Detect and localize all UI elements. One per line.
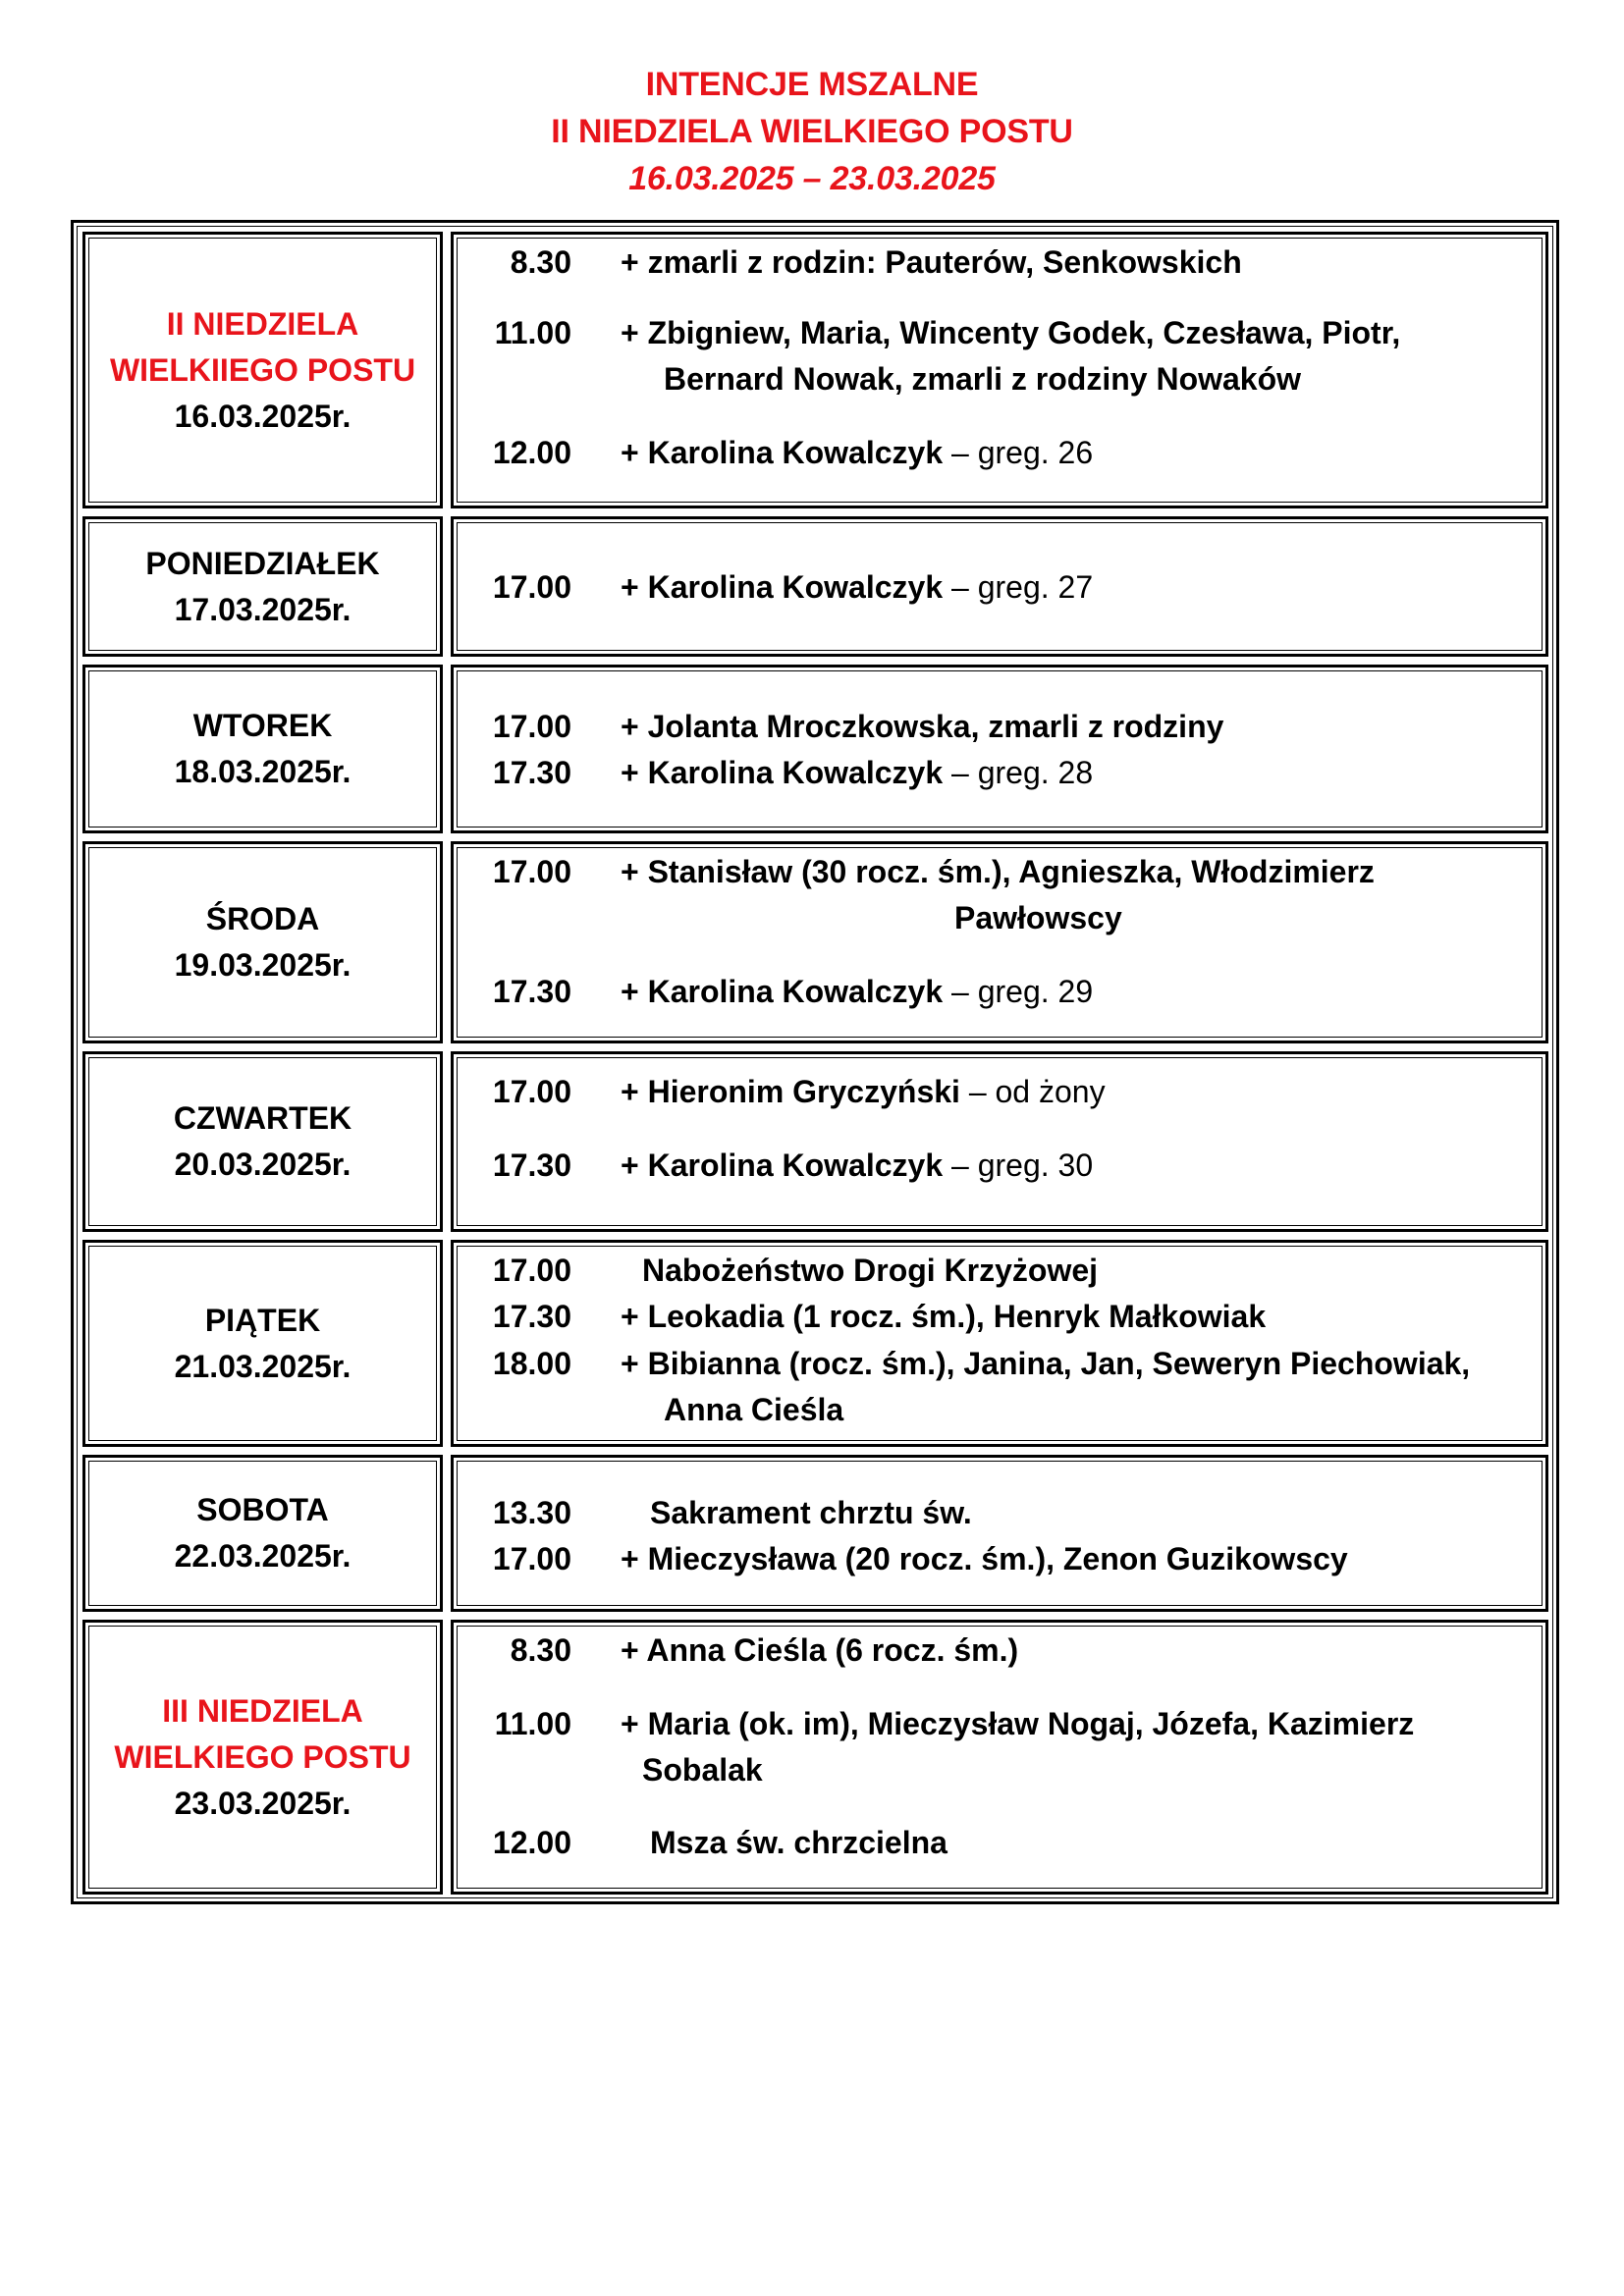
mass-intention-note: – od żony <box>959 1074 1106 1109</box>
mass-intention-continued: Pawłowscy <box>954 900 1122 935</box>
mass-time: 17.00 <box>492 1541 571 1576</box>
day-date: 16.03.2025r. <box>174 398 352 434</box>
day-cell-tuesday <box>82 665 443 833</box>
mass-intention-note: – greg. 28 <box>943 755 1094 790</box>
mass-intention-continued: Sobalak <box>642 1752 763 1788</box>
day-name: SOBOTA <box>196 1492 329 1527</box>
day-cell-friday <box>82 1240 443 1447</box>
day-name: ŚRODA <box>205 901 320 936</box>
entries-cell-wednesday <box>451 841 1548 1043</box>
day-date: 21.03.2025r. <box>174 1348 352 1384</box>
entries-cell-monday <box>451 516 1548 657</box>
entries-cell-saturday <box>451 1455 1548 1612</box>
mass-time: 17.00 <box>492 1074 571 1109</box>
mass-intention-continued: Bernard Nowak, zmarli z rodziny Nowaków <box>664 361 1302 397</box>
day-name: PIĄTEK <box>204 1302 321 1338</box>
mass-time: 8.30 <box>510 244 571 280</box>
mass-time: 17.00 <box>492 709 571 744</box>
mass-intention: + Anna Cieśla (6 rocz. śm.) <box>621 1632 1019 1668</box>
mass-time: 12.00 <box>492 435 571 470</box>
mass-intention: Nabożeństwo Drogi Krzyżowej <box>642 1253 1099 1288</box>
mass-intention: Msza św. chrzcielna <box>650 1825 947 1860</box>
mass-intention: + Karolina Kowalczyk – greg. 26 <box>621 435 1094 470</box>
mass-intention: + Bibianna (rocz. śm.), Janina, Jan, Seweryn Piechowiak, <box>621 1346 1471 1381</box>
day-date: 18.03.2025r. <box>174 754 352 789</box>
mass-intention: + Hieronim Gryczyński – od żony <box>621 1074 1106 1109</box>
mass-time: 17.00 <box>492 569 571 605</box>
mass-intention: + Jolanta Mroczkowska, zmarli z rodziny <box>621 709 1224 744</box>
mass-intention: + Maria (ok. im), Mieczysław Nogaj, Józefa, Kazimierz <box>621 1706 1415 1741</box>
day-date: 20.03.2025r. <box>174 1147 352 1182</box>
day-name: III NIEDZIELA <box>162 1692 363 1729</box>
mass-intention: + Zbigniew, Maria, Wincenty Godek, Czesława, Piotr, <box>621 315 1401 350</box>
day-date: 23.03.2025r. <box>174 1785 352 1821</box>
mass-intention: + Mieczysława (20 rocz. śm.), Zenon Guzikowscy <box>621 1541 1348 1576</box>
day-cell-sunday-1 <box>82 232 443 508</box>
day-cell-sunday-2 <box>82 1620 443 1895</box>
mass-time: 11.00 <box>494 315 571 350</box>
page-header <box>0 61 1624 202</box>
mass-intention: + Karolina Kowalczyk – greg. 27 <box>621 569 1094 605</box>
entries-cell-thursday <box>451 1051 1548 1232</box>
day-name: CZWARTEK <box>173 1100 352 1136</box>
page-title: INTENCJE MSZALNE <box>645 66 979 103</box>
day-date: 17.03.2025r. <box>174 591 352 627</box>
mass-time: 17.30 <box>492 1148 571 1183</box>
mass-intention: + Karolina Kowalczyk – greg. 28 <box>621 755 1094 790</box>
mass-intention: + Karolina Kowalczyk – greg. 29 <box>621 974 1094 1009</box>
mass-time: 13.30 <box>492 1495 571 1530</box>
day-cell-saturday <box>82 1455 443 1612</box>
mass-intention-note: – greg. 30 <box>943 1148 1094 1183</box>
page-subtitle: II NIEDZIELA WIELKIEGO POSTU <box>551 113 1073 150</box>
day-name: WIELKIEGO POSTU <box>114 1738 411 1775</box>
day-name: WTOREK <box>192 708 333 743</box>
entries-cell-sunday-2 <box>451 1620 1548 1895</box>
day-cell-monday <box>82 516 443 657</box>
mass-intention-note: – greg. 26 <box>943 435 1094 470</box>
mass-time: 12.00 <box>492 1825 571 1860</box>
mass-time: 17.30 <box>492 755 571 790</box>
mass-intention: + Karolina Kowalczyk – greg. 30 <box>621 1148 1094 1183</box>
mass-time: 11.00 <box>494 1706 571 1741</box>
entries-cell-friday <box>451 1240 1548 1447</box>
date-range: 16.03.2025 – 23.03.2025 <box>628 160 996 197</box>
day-cell-thursday <box>82 1051 443 1232</box>
mass-time: 18.00 <box>492 1346 571 1381</box>
day-name: WIELKIIEGO POSTU <box>109 351 416 388</box>
mass-intention: + zmarli z rodzin: Pauterów, Senkowskich <box>621 244 1242 280</box>
mass-time: 17.30 <box>492 974 571 1009</box>
day-cell-wednesday <box>82 841 443 1043</box>
entries-cell-sunday-1 <box>451 232 1548 508</box>
mass-intention-note: – greg. 29 <box>943 974 1094 1009</box>
mass-time: 17.30 <box>492 1299 571 1334</box>
mass-time: 17.00 <box>492 1253 571 1288</box>
mass-intention-note: – greg. 27 <box>943 569 1094 605</box>
mass-intention-continued: Anna Cieśla <box>664 1392 844 1427</box>
mass-intention: + Leokadia (1 rocz. śm.), Henryk Małkowiak <box>621 1299 1267 1334</box>
mass-intention: Sakrament chrztu św. <box>650 1495 972 1530</box>
day-date: 22.03.2025r. <box>174 1538 352 1574</box>
day-name: PONIEDZIAŁEK <box>145 545 380 581</box>
entries-cell-tuesday <box>451 665 1548 833</box>
mass-time: 8.30 <box>510 1632 571 1668</box>
day-date: 19.03.2025r. <box>174 947 352 983</box>
mass-intention: + Stanisław (30 rocz. śm.), Agnieszka, Włodzimierz <box>621 854 1375 889</box>
day-name: II NIEDZIELA <box>166 305 359 342</box>
mass-time: 17.00 <box>492 854 571 889</box>
